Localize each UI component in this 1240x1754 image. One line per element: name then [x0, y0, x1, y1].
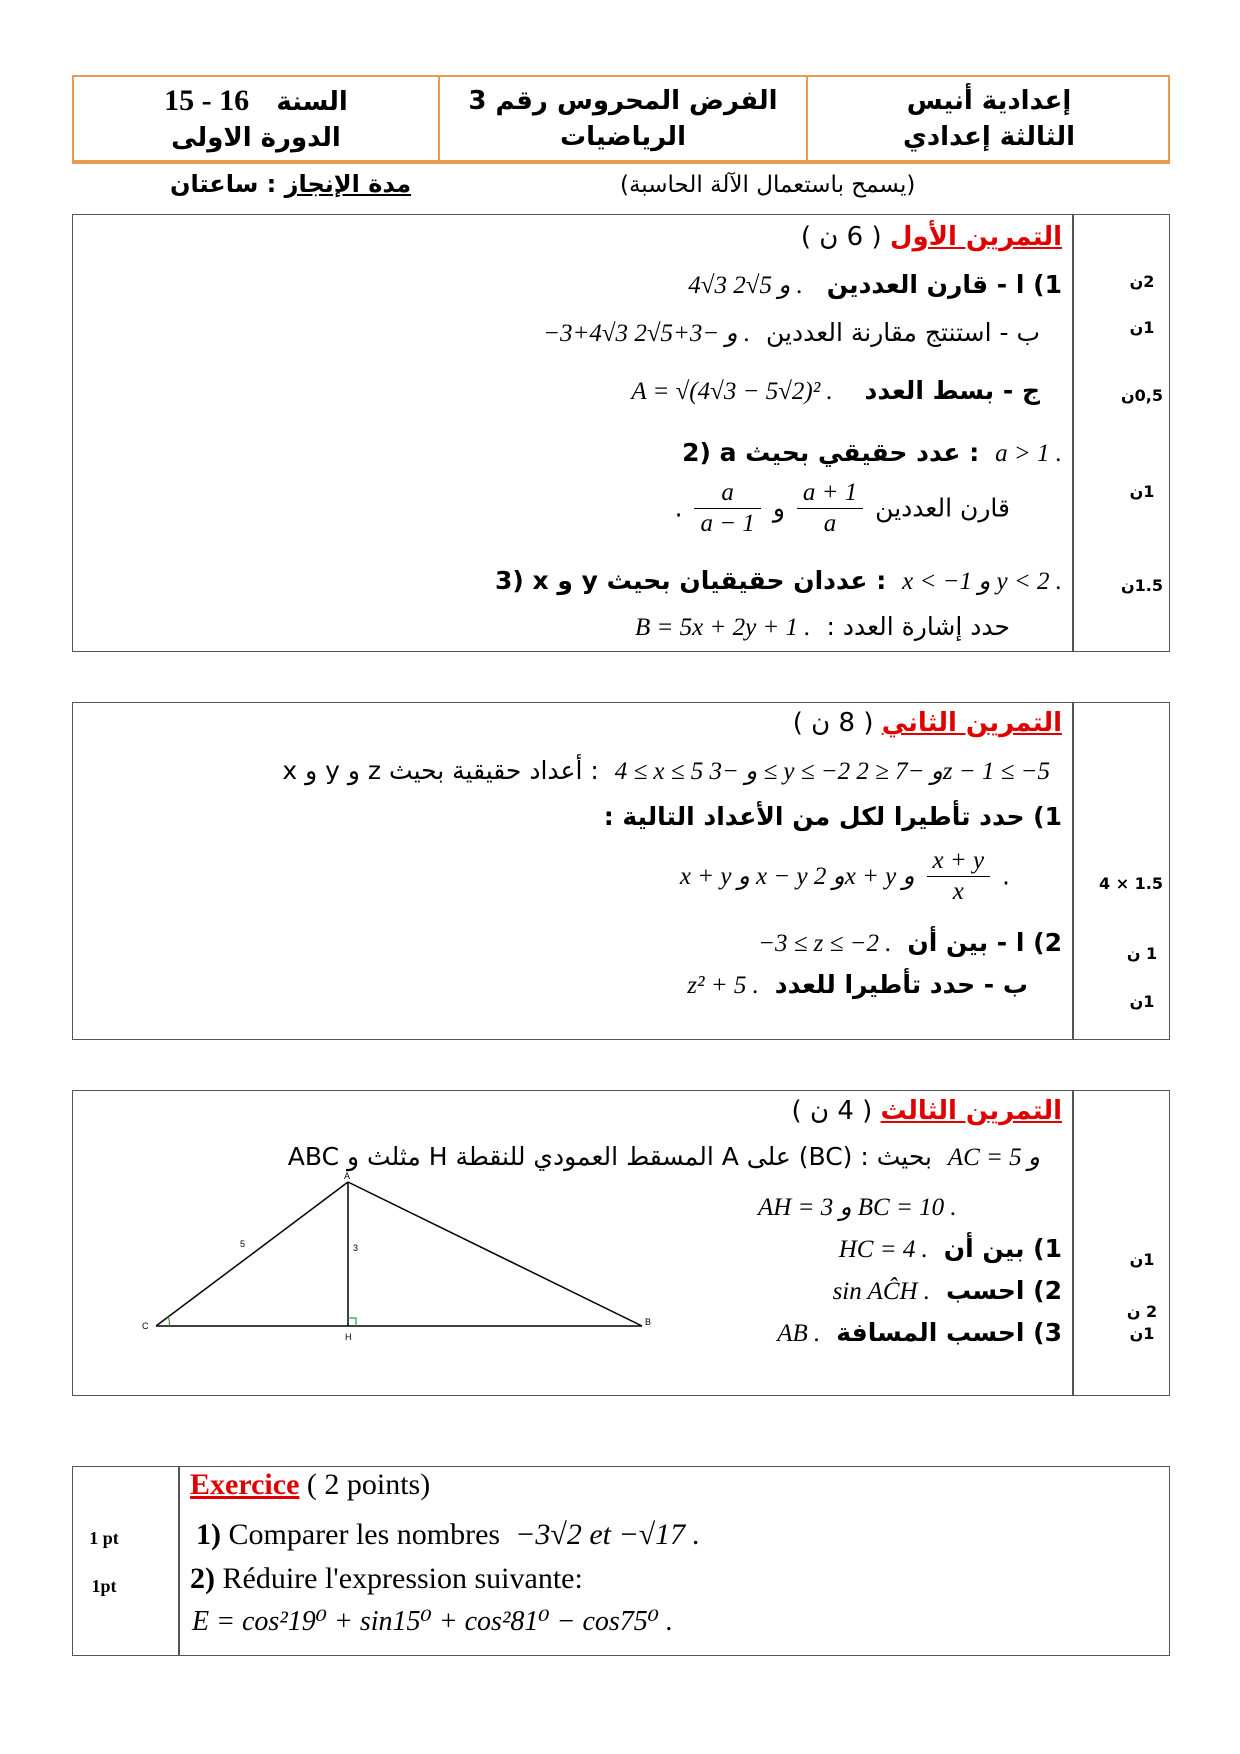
- mark: 1ن: [1129, 1250, 1155, 1269]
- header-year-cell: [74, 77, 438, 160]
- ex4-q2-text: Réduire l'expression suivante:: [222, 1562, 583, 1595]
- ex4-q1-math: −3√2 et −√17 .: [515, 1518, 701, 1551]
- label-ac-length: 5: [240, 1239, 246, 1249]
- marks-column-divider: [1072, 214, 1074, 652]
- ex1-q1a-text: 1) ا - قارن العددين: [826, 270, 1062, 299]
- exercise-2-heading: [793, 708, 1062, 738]
- ex4-q2: [190, 1562, 583, 1596]
- exercise-1-heading: [801, 222, 1062, 252]
- triangle-figure: [140, 1170, 660, 1340]
- ex1-q3-line2: [635, 612, 1010, 642]
- ex1-q1c-text: ج - بسط العدد: [864, 376, 1040, 405]
- ex1-q3-math: x < −1 و y < 2 .: [902, 568, 1062, 595]
- marks-column-divider: [1072, 702, 1074, 1040]
- ex1-q2-math: a > 1 .: [995, 440, 1062, 467]
- ex3-statement-text: ABC مثلث و H المسقط العمودي للنقطة A على (BC) : بحيث: [287, 1142, 932, 1171]
- ex1-q1a: [688, 270, 1062, 300]
- header-divider: [806, 77, 808, 160]
- label-c: C: [142, 1321, 149, 1331]
- ex1-q1b-text: ب - استنتج مقارنة العددين: [766, 318, 1040, 347]
- mark: 1pt: [91, 1576, 117, 1596]
- exercise-2-title: التمرين الثاني: [881, 708, 1062, 738]
- school-level: الثالثة إعدادي: [902, 122, 1076, 152]
- exercise-4-heading: [190, 1468, 430, 1502]
- ex1-q1b: [543, 318, 1040, 348]
- ex1-q3-line1: [495, 566, 1062, 596]
- ex1-q3-sign-text: حدد إشارة العدد :: [826, 612, 1010, 641]
- ex3-q3-math: AB .: [777, 1320, 821, 1347]
- exam-title: الفرض المحروس رقم 3: [468, 86, 778, 116]
- ex3-line1: [288, 1142, 1040, 1172]
- ex2-q1-math: x + y و x − y و 2x + y و: [679, 862, 915, 890]
- right-angle-mark: [348, 1318, 356, 1326]
- ex2-q2b-math: z² + 5 .: [687, 972, 759, 999]
- fraction-denominator: x: [952, 878, 964, 905]
- exercise-2-points: ( 8 ن ): [792, 708, 874, 738]
- ex2-q1-fraction: [927, 846, 991, 907]
- fraction-numerator: a + 1: [797, 478, 863, 509]
- fraction-denominator: a: [823, 510, 837, 537]
- ex3-q3: [777, 1318, 1062, 1348]
- ex1-q1c-math: A = √(4√3 − 5√2)² .: [631, 378, 833, 405]
- mark: 1 pt: [89, 1528, 119, 1548]
- marks-column-divider: [178, 1466, 180, 1656]
- exam-subject: الرياضيات: [559, 122, 686, 152]
- ex3-q1-text: 1) بين أن: [943, 1234, 1062, 1263]
- ex3-given-math: AH = 3 و BC = 10 .: [758, 1194, 957, 1221]
- school-name: إعدادية أنيس: [906, 86, 1072, 116]
- duration-value: : ساعتان: [170, 170, 277, 198]
- ex2-q1-text: 1) حدد تأطيرا لكل من الأعداد التالية :: [603, 802, 1062, 831]
- ex2-q2a: [758, 928, 1062, 958]
- ex3-q2-math: sin AĈH .: [832, 1278, 931, 1305]
- exercise-3-points: ( 4 ن ): [791, 1096, 873, 1126]
- segment-ab: [348, 1182, 642, 1326]
- mark: 1ن: [1129, 318, 1155, 337]
- header-school-cell: [808, 77, 1170, 160]
- mark: 1.5ن: [1121, 576, 1163, 595]
- ex3-q2-text: 2) احسب: [945, 1276, 1062, 1305]
- ex1-q1c: [631, 376, 1040, 406]
- ex3-statement-math: AC = 5 و: [947, 1144, 1040, 1171]
- mark: 1ن: [1129, 992, 1155, 1011]
- ex2-intro-math: 4 ≤ x ≤ 5 و −3 ≤ y ≤ −2 و −7 ≤ 2z − 1 ≤ −5: [614, 758, 1050, 785]
- ex1-q2-line1: [682, 438, 1062, 468]
- exercise-3-title: التمرين الثالث: [880, 1096, 1062, 1126]
- ex3-q1-math: HC = 4 .: [838, 1236, 928, 1263]
- exercise-1-points: ( 6 ن ): [800, 222, 882, 252]
- duration: [170, 170, 411, 198]
- marks-column-divider: [1072, 1090, 1074, 1396]
- year-label: السنة: [276, 87, 348, 117]
- label-h: H: [345, 1332, 352, 1340]
- ex2-q2b: [687, 970, 1028, 1000]
- mark: 2 ن: [1126, 1302, 1158, 1321]
- exercise-4-title: Exercice: [190, 1468, 300, 1501]
- ex1-q2-fraction-1: [797, 478, 863, 539]
- ex3-q2: [833, 1276, 1062, 1306]
- ex4-q2-math: E = cos²19⁰ + sin15⁰ + cos²81⁰ − cos75⁰ .: [192, 1606, 674, 1637]
- duration-label: مدة الإنجاز: [284, 170, 412, 198]
- mark: 4 × 1.5: [1098, 874, 1164, 893]
- mark: 1ن: [1129, 1324, 1155, 1343]
- fraction-numerator: a: [694, 478, 760, 509]
- mark: 1 ن: [1126, 944, 1158, 963]
- mark: 1ن: [1129, 482, 1155, 501]
- ex2-q2a-math: −3 ≤ z ≤ −2 .: [758, 930, 892, 957]
- ex1-q1a-math: 4√3 و 5√2 .: [688, 272, 803, 299]
- school-year: 15 - 16: [164, 84, 250, 117]
- ex4-q1-label: 1): [196, 1518, 221, 1551]
- ex2-q2a-text: 2) ا - بين أن: [907, 928, 1062, 957]
- ex1-q2-compare-text: قارن العددين: [875, 493, 1010, 523]
- ex2-q2b-text: ب - حدد تأطيرا للعدد: [774, 970, 1028, 999]
- label-ah-length: 3: [353, 1243, 359, 1253]
- exercise-3-heading: [792, 1096, 1062, 1126]
- exercise-4-points: ( 2 points): [306, 1468, 431, 1501]
- mark: 0,5ن: [1121, 386, 1163, 405]
- angle-c-mark: [168, 1317, 169, 1326]
- header-table: [72, 75, 1170, 164]
- ex2-intro: [282, 756, 1050, 786]
- ex1-q2-line2: قارن العددين $\frac{a + 1}{a}$ و $\frac{a}{a - 1}$ .: [674, 479, 1010, 537]
- ex1-q2-fraction-2: [694, 478, 760, 539]
- ex3-line2: [758, 1192, 957, 1222]
- ex4-q2-label: 2): [190, 1562, 215, 1595]
- calculator-note: (يسمح باستعمال الآلة الحاسبة): [620, 172, 916, 198]
- ex1-q3-sign-math: B = 5x + 2y + 1 .: [634, 614, 811, 641]
- session: الدورة الاولى: [171, 123, 341, 153]
- ex4-q1-text: Comparer les nombres: [228, 1518, 501, 1551]
- fraction-denominator: a − 1: [700, 510, 755, 537]
- ex1-q2-text: 2) a عدد حقيقي بحيث :: [682, 438, 980, 467]
- mark: 2ن: [1129, 272, 1155, 291]
- fraction-numerator: x + y: [927, 846, 991, 877]
- ex3-q1: [839, 1234, 1062, 1264]
- header-exam-cell: [440, 77, 806, 160]
- exercise-1-title: التمرين الأول: [889, 222, 1062, 252]
- segment-ac: [156, 1182, 348, 1326]
- ex1-q1b-math: −3+4√3 و −3+5√2 .: [543, 320, 751, 347]
- ex2-intro-text: x و y و z أعداد حقيقية بحيث :: [282, 756, 599, 785]
- ex4-q1: [196, 1518, 700, 1552]
- label-a: A: [344, 1171, 351, 1181]
- ex1-q3-text: 3) x و y عددان حقيقيان بحيث :: [494, 566, 887, 595]
- header-divider: [438, 77, 440, 160]
- ex2-q1-values: x + y و x − y و 2x + y و $\frac{x + y}{x}$ .: [679, 847, 1010, 905]
- ex3-q3-text: 3) احسب المسافة: [836, 1318, 1062, 1347]
- ex1-q2-and: و: [772, 493, 785, 523]
- label-b: B: [645, 1317, 652, 1327]
